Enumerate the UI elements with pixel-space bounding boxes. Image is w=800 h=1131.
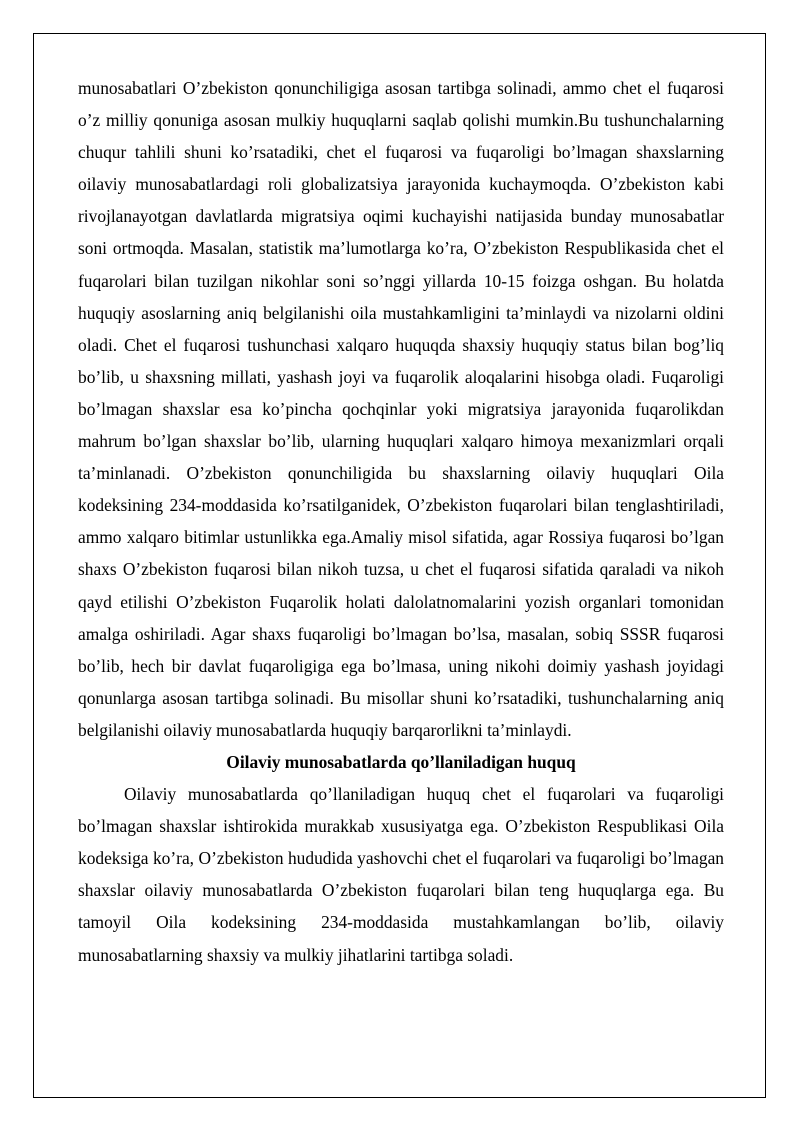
section-heading: Oilaviy munosabatlarda qo’llaniladigan huquq: [226, 751, 576, 772]
body-paragraph: munosabatlari O’zbekiston qonunchiligiga asosan tartibga solinadi, ammo chet el fuqarosi o’z milliy qonuniga asosan mulkiy huquqlarni saqlab qolishi mumkin.Bu tushunchalarning chuqur tahlili shuni ko’rsatadiki, chet el fuqarosi va fuqaroligi bo’lmagan shaxslarning oilaviy munosabatlardagi roli globalizatsiya jarayonida kuchaymoqda. O’zbekiston kabi rivojlanayotgan davlatlarda migratsiya oqimi kuchayishi natijasida bunday munosabatlar soni ortmoqda. Masalan, statistik ma’lumotlarga ko’ra, O’zbekiston Respublikasida chet el fuqarolari bilan tuzilgan nikohlar soni so’nggi yillarda 10-15 foizga oshgan. Bu holatda huquqiy asoslarning aniq belgilanishi oila mustahkamligini ta’minlaydi va nizolarni oldini oladi. Chet el fuqarosi tushunchasi xalqaro huquqda shaxsiy huquqiy status bilan bog’liq bo’lib, u shaxsning millati, yashash joyi va fuqarolik aloqalarini hisobga oladi. Fuqaroligi bo’lmagan shaxslar esa ko’pincha qochqinlar yoki migratsiya jarayonida fuqarolikdan mahrum bo’lgan shaxslar bo’lib, ularning huquqlari xalqaro himoya mexanizmlari orqali ta’minlanadi. O’zbekiston qonunchiligida bu shaxslarning oilaviy huquqlari Oila kodeksining 234-moddasida ko’rsatilganidek, O’zbekiston fuqarolari bilan tenglashtiriladi, ammo xalqaro bitimlar ustunlikka ega.Amaliy misol sifatida, agar Rossiya fuqarosi bo’lgan shaxs O’zbekiston fuqarosi bilan nikoh tuzsa, u chet el fuqarosi sifatida qaraladi va nikoh qayd etilishi O’zbekiston Fuqarolik holati dalolatnomalarini yozish organlari tomonidan amalga oshiriladi. Agar shaxs fuqaroligi bo’lmagan bo’lsa, masalan, sobiq SSSR fuqarosi bo’lib, hech bir davlat fuqaroligiga ega bo’lmasa, uning nikohi doimiy yashash joyidagi qonunlarga asosan tartibga solinadi. Bu misollar shuni ko’rsatadiki, tushunchalarning aniq belgilanishi oilaviy munosabatlarda huquqiy barqarorlikni ta’minlaydi.: [78, 78, 724, 740]
body-paragraph: Oilaviy munosabatlarda qo’llaniladigan huquq chet el fuqarolari va fuqaroligi bo’lmagan shaxslar ishtirokida murakkab xususiyatga ega. O’zbekiston Respublikasi Oila kodeksiga ko’ra, O’zbekiston hududida yashovchi chet el fuqarolari va fuqaroligi bo’lmagan shaxslar oilaviy munosabatlarda O’zbekiston fuqarolari bilan teng huquqlarga ega. Bu tamoyil Oila kodeksining 234-moddasida mustahkamlangan bo’lib, oilaviy munosabatlarning shaxsiy va mulkiy jihatlarini tartibga soladi.: [78, 784, 724, 965]
document-body: [78, 72, 724, 971]
